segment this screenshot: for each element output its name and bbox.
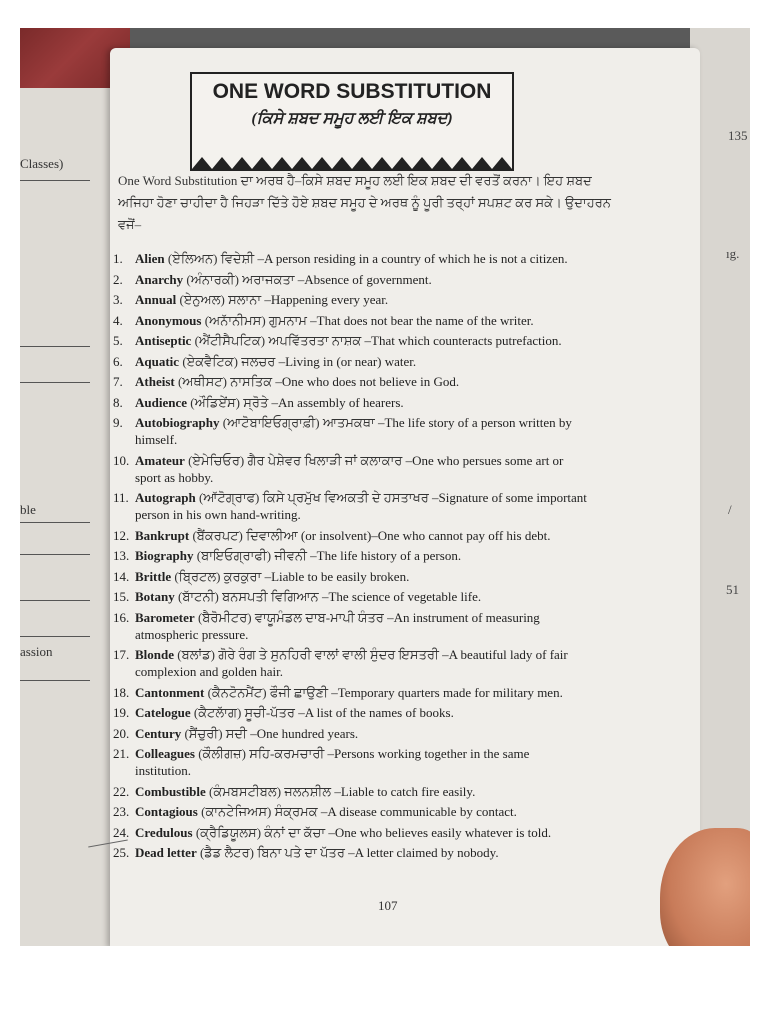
entry-definition: –One who does not believe in God. [275,374,460,389]
entry-definition: –Liable to be easily broken. [264,568,410,584]
entry-definition: –A list of the names of books. [298,705,454,720]
entry-definition: –One hundred years. [250,725,359,741]
entry-word: Aquatic [135,353,180,369]
left-edge-rule [20,522,90,523]
entry-definition: –The science of vegetable life. [321,589,482,604]
entry-punjabi: (ਕੈਟਲਾੱਗ) ਸੂਚੀ-ਪੱਤਰ [193,705,295,720]
left-edge-assion: assion [20,644,53,659]
entry-punjabi: (ਕੈਨਟੋਨਮੈਂਟ) ਫੌਜੀ ਛਾਉਣੀ [207,684,329,700]
entry-punjabi: (ਐਂਟੀਸੈਪਟਿਕ) ਅਪਵਿੱਤਰਤਾ ਨਾਸ਼ਕ [194,333,362,348]
list-item [113,489,633,523]
list-item [113,312,633,329]
entry-number: 21. [113,746,130,761]
entry-number: 11. [113,490,129,505]
entry-punjabi: (ਸੈਂਚੁਰੀ) ਸਦੀ [184,725,247,741]
list-item [113,291,633,308]
page-number: 107 [378,898,398,913]
entry-word: Century [135,725,182,741]
entry-word: Brittle [135,568,172,584]
entry-number: 18. [113,684,130,700]
entry-punjabi: (ਕੰਮਬਸਟੀਬਲ) ਜਲਨਸ਼ੀਲ [209,783,332,799]
entry-definition: –Persons working together in the same [327,746,530,761]
left-edge-rule [20,382,90,383]
entry-word: Antiseptic [135,333,192,348]
entry-punjabi: (ਔਡਿਏਂਸ) ਸ੍ਰੋਤੇ [190,394,269,410]
entry-definition: –An assembly of hearers. [271,394,404,410]
list-item [113,353,633,370]
entry-punjabi: (ਅੰਨਾਰਕੀ) ਅਰਾਜਕਤਾ [186,271,295,287]
entry-number: 23. [113,804,130,819]
entry-punjabi: (ਅਨਾੱਨੀਮਸ) ਗੁਮਨਾਮ [204,312,307,328]
entry-number: 1. [113,251,123,266]
entry-word: Alien [135,251,165,266]
entry-definition: –A beautiful lady of fair [442,647,568,662]
entry-punjabi: (ਅਥੀਸਟ) ਨਾਸਤਿਕ [177,374,273,389]
entry-word: Catelogue [135,705,191,720]
entry-number: 16. [113,609,130,625]
left-edge-ble: ble [20,502,36,517]
entry-definition: –Temporary quarters made for military men. [331,684,563,700]
title-box [190,72,514,171]
entry-word: Blonde [135,647,175,662]
left-edge-rule [20,180,90,181]
list-item [113,725,633,742]
entry-word: Bankrupt [135,527,190,543]
list-item [113,844,633,861]
entry-punjabi: (ਕ੍ਰੈਡਿਯੂਲਸ) ਕੰਨਾਂ ਦਾ ਕੱਚਾ [195,824,326,840]
entry-number: 3. [113,292,123,307]
entry-definition: –An instrument of measuring [387,609,540,625]
entry-word: Botany [135,589,175,604]
list-item [113,646,633,680]
list-item [113,803,633,820]
entry-list [113,250,633,865]
entry-punjabi: (ਬੈਰੋਮੀਟਰ) ਵਾਯੂਮੰਡਲ ਦਾਬ-ਮਾਪੀ ਯੰਤਰ [197,609,384,625]
entry-number: 17. [113,647,130,662]
entry-continuation: institution. [135,763,191,778]
entry-punjabi: (ਏਕਵੈਟਿਕ) ਜਲਚਰ [182,353,276,369]
left-edge-rule [20,600,90,601]
entry-word: Annual [135,292,177,307]
page-title: ONE WORD SUBSTITUTION [212,80,492,103]
list-item [113,824,633,841]
entry-definition: –Signature of some important [432,490,587,505]
entry-punjabi: (ਏਮੇਚਿਓਰ) ਗੈਰ ਪੇਸ਼ੇਵਰ ਖਿਲਾੜੀ ਜਾਂ ਕਲਾਕਾਰ [188,452,403,468]
entry-number: 22. [113,783,130,799]
entry-punjabi: (ਏਲਿਅਨ) ਵਿਦੇਸ਼ੀ [167,251,255,266]
entry-definition: (or insolvent)–One who cannot pay off his debt. [300,527,551,543]
entry-word: Cantonment [135,684,205,700]
entry-punjabi: (ਬੈਂਕਰਪਟ) ਦਿਵਾਲੀਆ [192,527,298,543]
entry-number: 2. [113,271,123,287]
list-item [113,452,633,486]
intro-paragraph: One Word Substitution ਦਾ ਅਰਥ ਹੈ–ਕਿਸੇ ਸ਼ਬਦ ਸਮੂਹ ਲਈ ਇਕ ਸ਼ਬਦ ਦੀ ਵਰਤੋਂ ਕਰਨਾ। ਇਹ ਸ਼ਬਦ ਅਜਿਹਾ ਹੋਣਾ ਚਾਹੀਦਾ ਹੈ ਜਿਹੜਾ ਦਿੱਤੇ ਹੋਏ ਸ਼ਬਦ ਸਮੂਹ ਦੇ ਅਰਥ ਨੂੰ ਪੂਰੀ ਤਰ੍ਹਾਂ ਸਪਸ਼ਟ ਕਰ ਸਕੇ। ਉਦਾਹਰਨ ਵਜੋਂ– [118,173,611,232]
list-item [113,547,633,564]
entry-definition: –The life history of a person. [310,548,462,563]
entry-continuation: himself. [135,432,178,447]
entry-definition: –Happening every year. [264,292,389,307]
entry-punjabi: (ਡੈਡ ਲੈਟਰ) ਬਿਨਾ ਪਤੇ ਦਾ ਪੱਤਰ [199,845,345,860]
left-edge-classes: Classes) [20,156,64,171]
entry-punjabi: (ਆਟੋਬਾਇਓਗ੍ਰਾਫ਼ੀ) ਆਤਮਕਥਾ [222,415,375,430]
list-item [113,704,633,721]
entry-word: Amateur [135,452,185,468]
list-item [113,588,633,605]
entry-continuation: atmospheric pressure. [135,626,249,642]
entry-punjabi: (ਕੌਲੀਗਜ਼) ਸਹਿ-ਕਰਮਚਾਰੀ [198,746,325,761]
entry-word: Atheist [135,374,175,389]
entry-punjabi: (ਬਾਇਓਗ੍ਰਾਫੀ) ਜੀਵਨੀ [196,548,307,563]
entry-number: 10. [113,452,130,468]
entry-number: 12. [113,527,130,543]
list-item [113,250,633,267]
entry-punjabi: (ਬਲਾਂਡ) ਗੋਰੇ ਰੰਗ ਤੇ ਸੁਨਹਿਰੀ ਵਾਲਾਂ ਵਾਲੀ ਸੁੰਦਰ ਇਸਤਰੀ [177,647,439,662]
entry-punjabi: (ਆੱਟੋਗ੍ਰਾਫ) ਕਿਸੇ ਪ੍ਰਮੁੱਖ ਵਿਅਕਤੀ ਦੇ ਹਸਤਾਖਰ [198,490,429,505]
entry-definition: –A letter claimed by nobody. [348,845,499,860]
entry-word: Colleagues [135,746,195,761]
entry-definition: –The life story of a person written by [377,415,572,430]
entry-number: 7. [113,374,123,389]
list-item [113,609,633,643]
entry-definition: –Living in (or near) water. [278,353,417,369]
entry-definition: –One who believes easily whatever is told. [328,824,552,840]
entry-word: Autograph [135,490,196,505]
entry-punjabi: (ਬਾੱਟਨੀ) ਬਨਸਪਤੀ ਵਿਗਿਆਨ [177,589,319,604]
entry-number: 25. [113,845,130,860]
entry-definition: –That which counteracts putrefaction. [364,333,562,348]
list-item [113,745,633,779]
entry-punjabi: (ਕਾਨਟੇਜਿਅਸ) ਸੰਕ੍ਰਮਕ [201,804,318,819]
entry-definition: –Absence of government. [297,271,432,287]
list-item [113,414,633,448]
entry-word: Dead letter [135,845,197,860]
entry-definition: –That does not bear the name of the writer. [310,312,534,328]
entry-word: Audience [135,394,187,410]
entry-continuation: complexion and golden hair. [135,664,284,679]
list-item [113,332,633,349]
left-edge-rule [20,636,90,637]
left-edge-rule [20,680,90,681]
entry-number: 14. [113,568,130,584]
entry-word: Barometer [135,609,195,625]
entry-number: 5. [113,333,123,348]
entry-word: Contagious [135,804,198,819]
entry-number: 13. [113,548,130,563]
left-edge-rule [20,346,90,347]
entry-word: Anonymous [135,312,202,328]
entry-definition: –Liable to catch fire easily. [334,783,476,799]
list-item [113,373,633,390]
right-edge-number: 135 [728,128,748,143]
entry-number: 8. [113,394,123,410]
entry-number: 19. [113,705,130,720]
entry-number: 20. [113,725,130,741]
entry-word: Biography [135,548,194,563]
entry-word: Autobiography [135,415,220,430]
list-item [113,783,633,800]
entry-punjabi: (ਬ੍ਰਿਟਲ) ਕੁਰਕੁਰਾ [174,568,262,584]
entry-definition: –One who persues some art or [405,452,564,468]
entry-continuation: person in his own hand-writing. [135,507,301,522]
entry-continuation: sport as hobby. [135,469,214,485]
entry-punjabi: (ਏਨੁਅਲ) ਸਲਾਨਾ [179,292,262,307]
entry-definition: –A person residing in a country of which he is not a citizen. [257,251,568,266]
list-item [113,527,633,544]
right-edge-number-51: 51 [726,582,739,597]
right-edge-text: ıg. [726,246,740,261]
list-item [113,271,633,288]
entry-number: 6. [113,353,123,369]
list-item [113,568,633,585]
left-edge-rule [20,554,90,555]
entry-number: 4. [113,312,123,328]
page-subtitle: (ਕਿਸੇ ਸ਼ਬਦ ਸਮੂਹ ਲਈ ਇਕ ਸ਼ਬਦ) [251,110,453,127]
entry-number: 15. [113,589,130,604]
entry-number: 24. [113,824,130,840]
right-edge-slash: / [728,502,732,517]
zigzag-border [192,155,512,169]
list-item [113,684,633,701]
entry-word: Credulous [135,824,193,840]
entry-definition: –A disease communicable by contact. [320,804,517,819]
list-item [113,394,633,411]
entry-number: 9. [113,415,123,430]
entry-word: Combustible [135,783,206,799]
entry-word: Anarchy [135,271,184,287]
